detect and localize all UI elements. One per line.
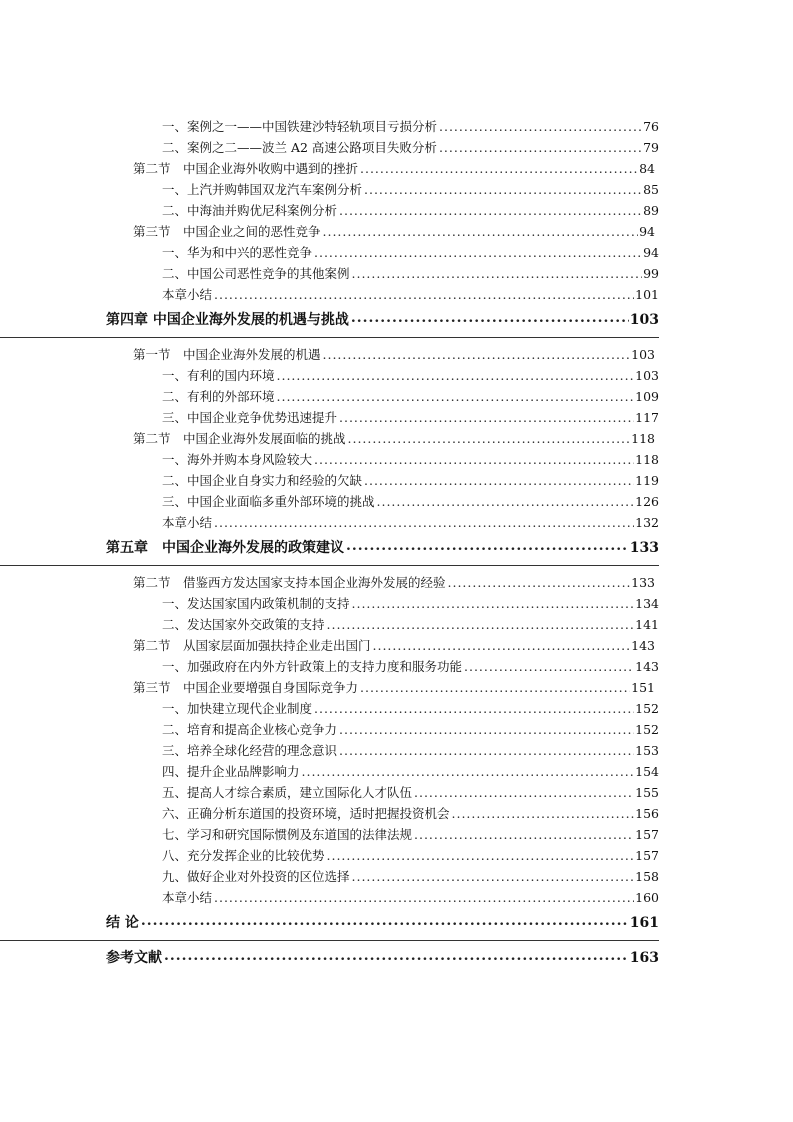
toc-entry[interactable] xyxy=(0,489,659,510)
toc-page-number: 152 xyxy=(635,722,659,737)
toc-dot-leader xyxy=(214,890,634,906)
toc-entry-title: 二、发达国家外交政策的支持 xyxy=(162,617,325,632)
toc-page-number: 109 xyxy=(635,389,659,404)
toc-section-entry[interactable] xyxy=(0,156,655,177)
toc-entry-title: 二、培育和提高企业核心竞争力 xyxy=(162,722,338,737)
toc-entry[interactable] xyxy=(0,261,659,282)
toc-dot-leader xyxy=(352,266,643,282)
toc-entry-title: 九、做好企业对外投资的区位选择 xyxy=(162,869,350,884)
toc-entry[interactable] xyxy=(0,801,659,822)
toc-entry-title: 三、中国企业面临多重外部环境的挑战 xyxy=(162,494,375,509)
toc-entry[interactable] xyxy=(0,843,659,864)
toc-dot-leader xyxy=(339,410,634,426)
toc-page-number: 141 xyxy=(635,617,659,632)
toc-dot-leader xyxy=(277,368,635,384)
toc-section-entry[interactable] xyxy=(0,633,655,654)
toc-entry-title: 一、发达国家国内政策机制的支持 xyxy=(162,596,350,611)
toc-page-number: 103 xyxy=(629,312,659,328)
toc-entry-title: 第三节 中国企业要增强自身国际竞争力 xyxy=(133,680,359,695)
toc-page-number: 161 xyxy=(629,915,659,931)
toc-entry[interactable] xyxy=(0,780,659,801)
toc-entry-title: 一、华为和中兴的恶性竞争 xyxy=(162,245,313,260)
toc-section-entry[interactable] xyxy=(0,426,655,447)
toc-entry[interactable] xyxy=(0,177,659,198)
toc-entry-title: 一、有利的国内环境 xyxy=(162,368,275,383)
toc-page-number: 155 xyxy=(635,785,659,800)
toc-entry-title: 二、中国公司恶性竞争的其他案例 xyxy=(162,266,350,281)
toc-dot-leader xyxy=(339,722,634,738)
toc-entry[interactable] xyxy=(0,885,659,906)
toc-entry-title: 一、加强政府在内外方针政策上的支持力度和服务功能 xyxy=(162,659,463,674)
toc-entry[interactable] xyxy=(0,405,659,426)
toc-entry[interactable] xyxy=(0,240,659,261)
toc-dot-leader xyxy=(414,785,634,801)
toc-chapter-entry[interactable] xyxy=(0,906,659,941)
toc-page-number: 157 xyxy=(635,848,659,863)
toc-dot-leader xyxy=(327,848,635,864)
toc-entry-title: 二、中国企业自身实力和经验的欠缺 xyxy=(162,473,363,488)
toc-entry-title: 二、案例之二——波兰 A2 高速公路项目失败分析 xyxy=(162,140,437,155)
toc-section-entry[interactable] xyxy=(0,342,655,363)
toc-entry[interactable] xyxy=(0,759,659,780)
toc-entry-title: 一、上汽并购韩国双龙汽车案例分析 xyxy=(162,182,363,197)
toc-page-number: 79 xyxy=(643,140,659,155)
toc-entry-title: 本章小结 xyxy=(162,890,213,905)
toc-page-number: 152 xyxy=(635,701,659,716)
toc-page-number: 133 xyxy=(629,540,659,556)
toc-entry[interactable] xyxy=(0,198,659,219)
toc-entry-title: 第三节 中国企业之间的恶性竞争 xyxy=(133,224,321,239)
toc-page-number: 163 xyxy=(629,950,659,966)
toc-page-number: 99 xyxy=(643,266,659,281)
toc-page-number: 133 xyxy=(631,575,655,590)
toc-dot-leader xyxy=(352,596,635,612)
toc-page-number: 160 xyxy=(635,890,659,905)
toc-dot-leader xyxy=(327,617,635,633)
toc-dot-leader xyxy=(339,743,634,759)
toc-page-number: 103 xyxy=(631,347,655,362)
toc-entry[interactable] xyxy=(0,384,659,405)
toc-dot-leader xyxy=(464,659,634,675)
toc-dot-leader xyxy=(339,203,642,219)
toc-entry[interactable] xyxy=(0,864,659,885)
toc-dot-leader xyxy=(348,431,631,447)
toc-entry[interactable] xyxy=(0,654,659,675)
toc-entry-title: 本章小结 xyxy=(162,515,213,530)
toc-dot-leader xyxy=(277,389,635,405)
toc-dot-leader xyxy=(314,245,642,261)
toc-dot-leader xyxy=(377,494,635,510)
toc-entry-title: 六、正确分析东道国的投资环境，适时把握投资机会 xyxy=(162,806,450,821)
toc-entry[interactable] xyxy=(0,612,659,633)
toc-dot-leader xyxy=(214,287,634,303)
toc-page-number: 134 xyxy=(635,596,659,611)
toc-page-number: 117 xyxy=(635,410,659,425)
toc-dot-leader xyxy=(414,827,634,843)
toc-entry[interactable] xyxy=(0,591,659,612)
toc-page-number: 126 xyxy=(635,494,659,509)
toc-page-number: 89 xyxy=(643,203,659,218)
toc-section-entry[interactable] xyxy=(0,570,655,591)
toc-page-number: 118 xyxy=(635,452,659,467)
toc-dot-leader xyxy=(448,575,631,591)
toc-chapter-title: 参考文献 xyxy=(106,950,162,966)
toc-dot-leader xyxy=(302,764,635,780)
toc-dot-leader xyxy=(452,806,635,822)
toc-dot-leader xyxy=(314,701,634,717)
toc-entry-title: 一、海外并购本身风险较大 xyxy=(162,452,313,467)
toc-chapter-entry[interactable] xyxy=(0,941,659,975)
toc-page-number: 94 xyxy=(639,224,655,239)
toc-entry-title: 四、提升企业品牌影响力 xyxy=(162,764,300,779)
toc-page-number: 76 xyxy=(643,119,659,134)
toc-entry[interactable] xyxy=(0,114,659,135)
toc-entry-title: 一、案例之一——中国铁建沙特轻轨项目亏损分析 xyxy=(162,119,438,134)
toc-page-number: 157 xyxy=(635,827,659,842)
toc-entry-title: 一、加快建立现代企业制度 xyxy=(162,701,313,716)
toc-page-number: 101 xyxy=(635,287,659,302)
toc-entry-title: 三、培养全球化经营的理念意识 xyxy=(162,743,338,758)
toc-section-entry[interactable] xyxy=(0,219,655,240)
toc-entry[interactable] xyxy=(0,717,659,738)
toc-chapter-entry[interactable] xyxy=(0,531,659,566)
toc-dot-leader xyxy=(364,182,642,198)
toc-page-number: 94 xyxy=(643,245,659,260)
toc-entry[interactable] xyxy=(0,696,659,717)
toc-chapter-title: 第五章 中国企业海外发展的政策建议 xyxy=(106,540,344,556)
toc-dot-leader xyxy=(373,638,631,654)
toc-page-number: 151 xyxy=(631,680,655,695)
toc-dot-leader xyxy=(352,869,635,885)
toc-dot-leader xyxy=(360,680,630,696)
toc-entry[interactable] xyxy=(0,468,659,489)
toc-dot-leader xyxy=(346,539,629,557)
toc-page-number: 118 xyxy=(631,431,655,446)
toc-page-number: 154 xyxy=(635,764,659,779)
toc-entry-title: 本章小结 xyxy=(162,287,213,302)
toc-page-number: 84 xyxy=(639,161,655,176)
toc-entry-title: 第二节 借鉴西方发达国家支持本国企业海外发展的经验 xyxy=(133,575,446,590)
toc-entry-title: 第二节 中国企业海外发展面临的挑战 xyxy=(133,431,346,446)
toc-dot-leader xyxy=(351,311,629,329)
toc-page-number: 156 xyxy=(635,806,659,821)
toc-entry-title: 二、有利的外部环境 xyxy=(162,389,275,404)
toc-page-number: 119 xyxy=(635,473,659,488)
toc-dot-leader xyxy=(360,161,638,177)
toc-entry[interactable] xyxy=(0,447,659,468)
toc-page-number: 85 xyxy=(643,182,659,197)
toc-entry-title: 第二节 中国企业海外收购中遇到的挫折 xyxy=(133,161,359,176)
toc-entry-title: 第二节 从国家层面加强扶持企业走出国门 xyxy=(133,638,371,653)
toc-chapter-entry[interactable] xyxy=(0,303,659,338)
toc-entry[interactable] xyxy=(0,738,659,759)
toc-entry[interactable] xyxy=(0,135,659,156)
toc-entry-title: 第一节 中国企业海外发展的机遇 xyxy=(133,347,321,362)
toc-dot-leader xyxy=(323,347,631,363)
toc-page-number: 103 xyxy=(635,368,659,383)
toc-chapter-title: 结 论 xyxy=(106,915,139,931)
toc-entry-title: 五、提高人才综合素质，建立国际化人才队伍 xyxy=(162,785,413,800)
toc-dot-leader xyxy=(439,119,642,135)
toc-entry[interactable] xyxy=(0,822,659,843)
toc-page-number: 143 xyxy=(631,638,655,653)
toc-dot-leader xyxy=(314,452,634,468)
toc-chapter-title: 第四章 中国企业海外发展的机遇与挑战 xyxy=(106,312,349,328)
toc-entry-title: 三、中国企业竞争优势迅速提升 xyxy=(162,410,338,425)
table-of-contents xyxy=(0,114,793,975)
toc-dot-leader xyxy=(214,515,634,531)
toc-entry[interactable] xyxy=(0,363,659,384)
toc-entry-title: 八、充分发挥企业的比较优势 xyxy=(162,848,325,863)
toc-section-entry[interactable] xyxy=(0,675,655,696)
toc-dot-leader xyxy=(141,914,629,932)
toc-entry-title: 七、学习和研究国际惯例及东道国的法律法规 xyxy=(162,827,413,842)
toc-page-number: 158 xyxy=(635,869,659,884)
toc-page-number: 132 xyxy=(635,515,659,530)
toc-entry[interactable] xyxy=(0,510,659,531)
toc-entry[interactable] xyxy=(0,282,659,303)
toc-entry-title: 二、中海油并购优尼科案例分析 xyxy=(162,203,338,218)
toc-dot-leader xyxy=(439,140,642,156)
toc-dot-leader xyxy=(164,949,629,967)
toc-page-number: 143 xyxy=(635,659,659,674)
toc-page-number: 153 xyxy=(635,743,659,758)
toc-dot-leader xyxy=(323,224,639,240)
toc-dot-leader xyxy=(364,473,634,489)
